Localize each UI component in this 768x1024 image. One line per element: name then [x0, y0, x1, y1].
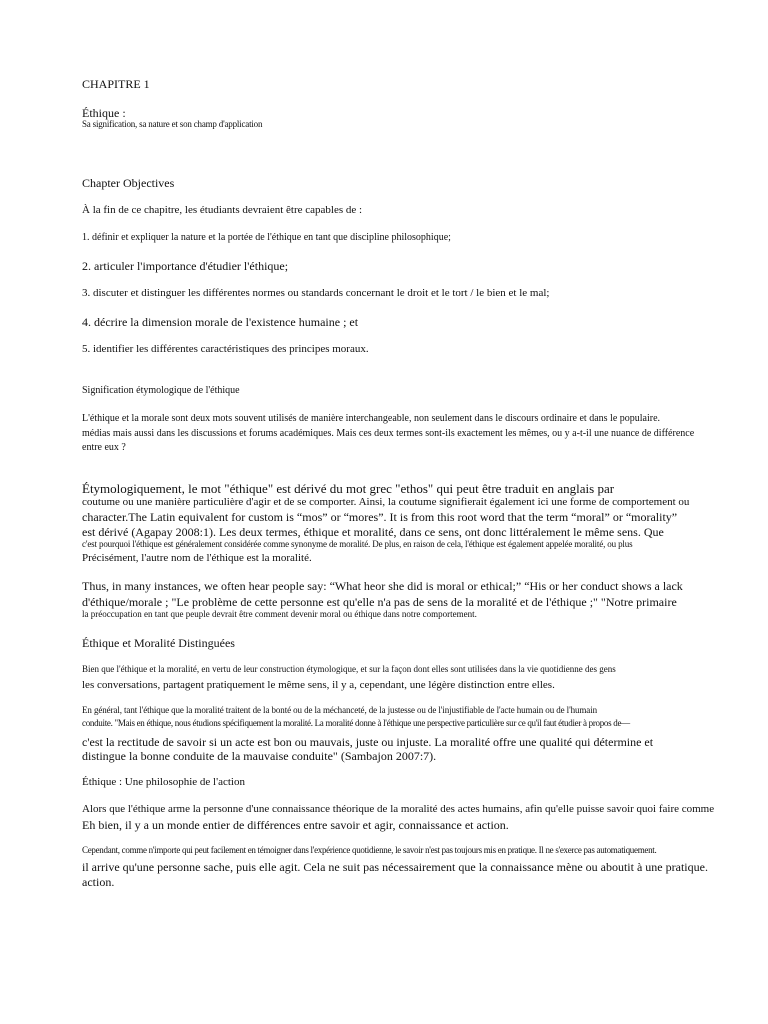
objective-item-5: 5. identifier les différentes caractéristiques des principes moraux.: [82, 343, 369, 355]
chapter-label: CHAPITRE 1: [82, 77, 150, 91]
etymology-p3-line-3: la préoccupation en tant que peuple devrait être comment devenir moral ou éthique dans notre comportement.: [82, 609, 477, 619]
objective-item-2: 2. articuler l'importance d'étudier l'éthique;: [82, 259, 289, 273]
etymology-p2-line-4: est dérivé (Agapay 2008:1). Les deux termes, éthique et moralité, dans ce sens, ont donc littéralement le même sens. Que: [82, 525, 664, 539]
objectives-heading: Chapter Objectives: [82, 176, 175, 190]
distinguished-p2-line-4: distingue la bonne conduite de la mauvaise conduite" (Sambajon 2007:7).: [82, 749, 437, 763]
etymology-p1-line-3: entre eux ?: [82, 442, 126, 453]
chapter-title: Éthique :: [82, 106, 126, 120]
action-p1-line-2: Eh bien, il y a un monde entier de différences entre savoir et agir, connaissance et action.: [82, 818, 509, 832]
distinguished-p1-line-1: Bien que l'éthique et la moralité, en vertu de leur construction étymologique, et sur la façon dont elles sont utilisées dans la vie quotidienne des gens: [82, 664, 616, 674]
etymology-heading: Signification étymologique de l'éthique: [82, 385, 240, 396]
etymology-p1-line-2: médias mais aussi dans les discussions et forums académiques. Mais ces deux termes sont-ils exactement les mêmes, ou y a-t-il une nuance de différence: [82, 428, 695, 439]
distinguished-p2-line-3: c'est la rectitude de savoir si un acte est bon ou mauvais, juste ou injuste. La moralité offre une qualité qui détermine et: [82, 735, 654, 749]
chapter-subtitle: Sa signification, sa nature et son champ d'application: [82, 119, 263, 129]
etymology-p2-line-6: Précisément, l'autre nom de l'éthique est la moralité.: [82, 552, 312, 564]
etymology-p2-line-3: character.The Latin equivalent for custom is “mos” or “mores”. It is from this root word that the term “moral” or “morality”: [82, 510, 678, 524]
objective-item-3: 3. discuter et distinguer les différentes normes ou standards concernant le droit et le tort / le bien et le mal;: [82, 287, 550, 299]
distinguished-p2-line-2: conduite. "Mais en éthique, nous étudions spécifiquement la moralité. La moralité donne à l'éthique une perspective particulière sur ce qu'il faut étudier à propos de—: [82, 718, 630, 728]
action-heading: Éthique : Une philosophie de l'action: [82, 776, 245, 788]
etymology-p2-line-1: Étymologiquement, le mot "éthique" est dérivé du mot grec "ethos" qui peut être traduit en anglais par: [82, 481, 615, 496]
action-p2-line-3: action.: [82, 875, 115, 889]
objectives-intro: À la fin de ce chapitre, les étudiants devraient être capables de :: [82, 204, 363, 216]
etymology-p2-line-5: c'est pourquoi l'éthique est généralement considérée comme synonyme de moralité. De plus, en raison de cela, l'éthique est également appelée moralité, ou plus: [82, 539, 633, 549]
distinguished-heading: Éthique et Moralité Distinguées: [82, 636, 235, 650]
objective-item-4: 4. décrire la dimension morale de l'existence humaine ; et: [82, 315, 359, 329]
etymology-p1-line-1: L'éthique et la morale sont deux mots souvent utilisés de manière interchangeable, non seulement dans le discours ordinaire et dans le populaire.: [82, 413, 661, 424]
objective-item-1: 1. définir et expliquer la nature et la portée de l'éthique en tant que discipline philosophique;: [82, 232, 451, 243]
action-p2-line-1: Cependant, comme n'importe qui peut facilement en témoigner dans l'expérience quotidienne, le savoir n'est pas toujours mis en pratique. Il ne s'exerce pas automatiquement.: [82, 845, 657, 855]
action-p2-line-2: il arrive qu'une personne sache, puis elle agit. Cela ne suit pas nécessairement que la connaissance mène ou aboutit à une pratique.: [82, 860, 708, 874]
etymology-p3-line-2: d'éthique/morale ; "Le problème de cette personne est qu'elle n'a pas de sens de la moralité et de l'éthique ;" "Notre primaire: [82, 595, 677, 609]
etymology-p3-line-1: Thus, in many instances, we often hear people say: “What heor she did is moral or ethical;” “His or her conduct shows a lack: [82, 579, 683, 593]
distinguished-p2-line-1: En général, tant l'éthique que la moralité traitent de la bonté ou de la méchanceté, de la justesse ou de l'injustifiable de l'acte humain ou de l'humain: [82, 705, 598, 715]
action-p1-line-1: Alors que l'éthique arme la personne d'une connaissance théorique de la moralité des actes humains, afin qu'elle puisse savoir quoi faire comme: [82, 803, 715, 815]
etymology-p2-line-2: coutume ou une manière particulière d'agir et de se comporter. Ainsi, la coutume signifierait également ici une forme de comportement ou: [82, 496, 690, 508]
distinguished-p1-line-2: les conversations, partagent pratiquement le même sens, il y a, cependant, une légère distinction entre elles.: [82, 679, 555, 691]
